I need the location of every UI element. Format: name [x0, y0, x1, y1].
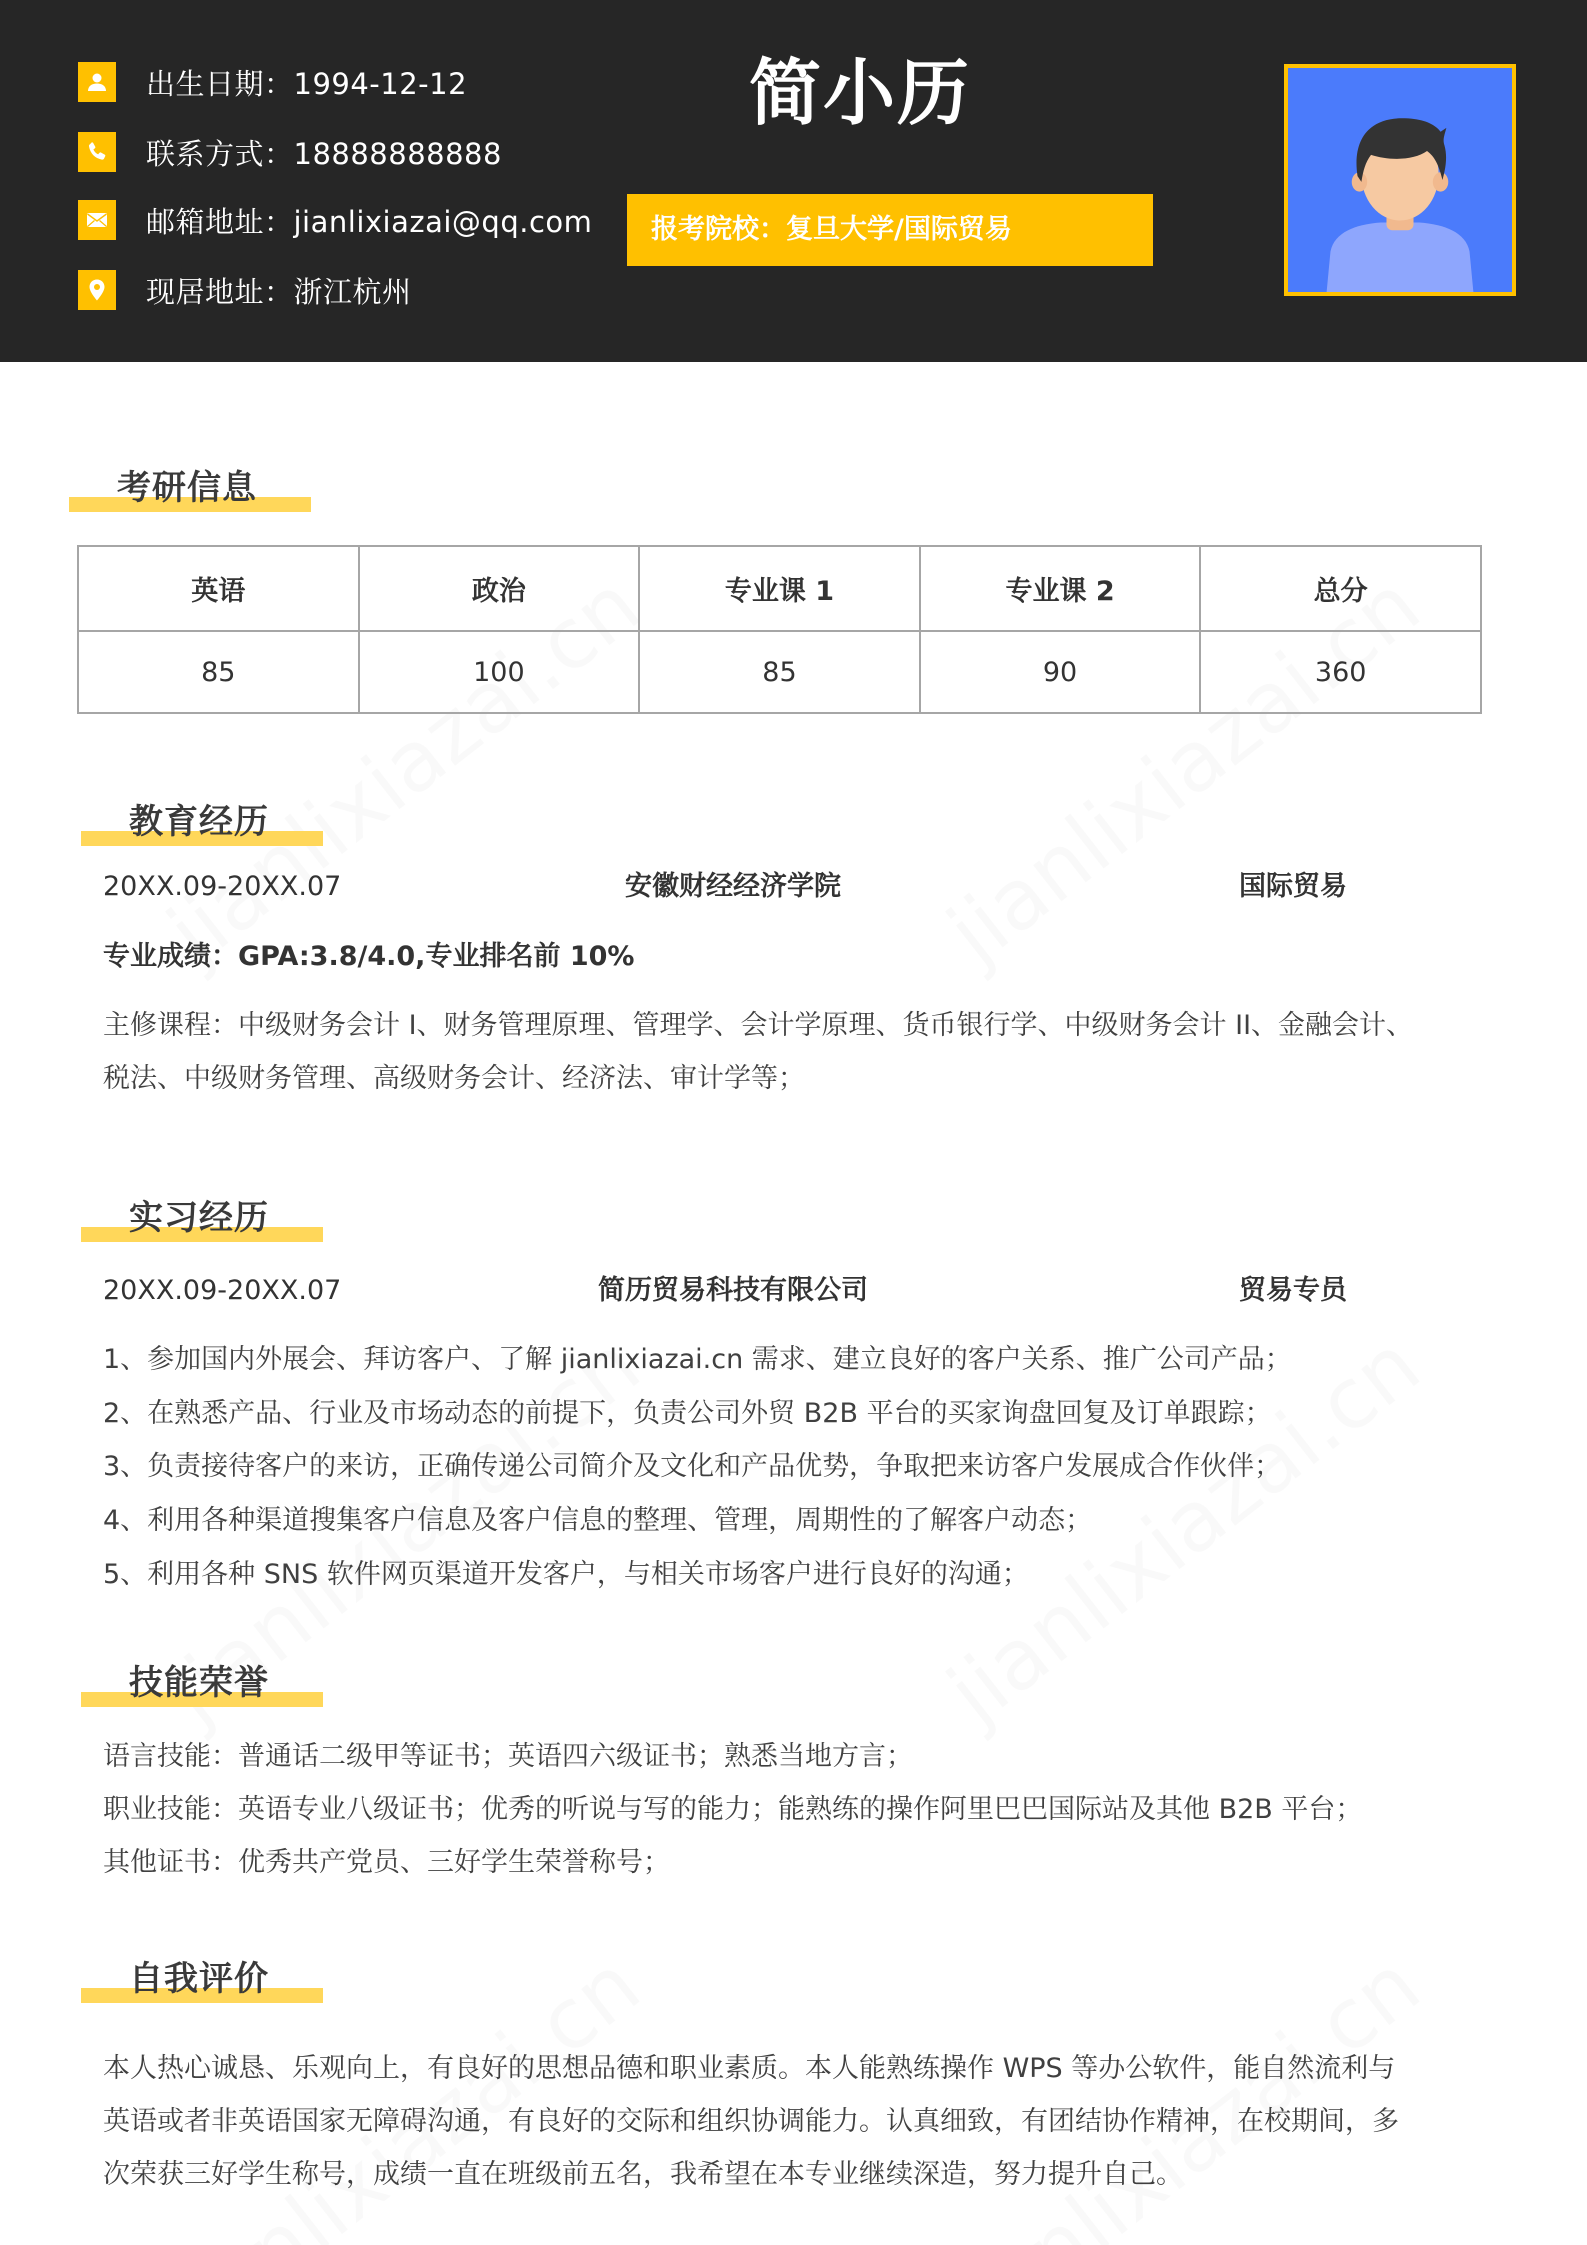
- section-heading-self-evaluation: [81, 1959, 341, 2003]
- job-role: 贸易专员: [1239, 1275, 1347, 1306]
- avatar-icon: [1288, 68, 1512, 292]
- list-item: 4、利用各种渠道搜集客户信息及客户信息的整理、管理，周期性的了解客户动态；: [103, 1505, 1093, 1536]
- table-header-cell: 专业课 2: [920, 546, 1201, 631]
- section-heading-exam: [69, 468, 329, 512]
- candidate-name: 简小历: [748, 51, 971, 135]
- section-heading-education: [81, 802, 341, 846]
- internship-entry: [103, 1271, 1363, 1311]
- internship-date: 20XX.09-20XX.07: [103, 1275, 342, 1306]
- section-title: 技能荣誉: [129, 1663, 269, 1703]
- phone-text: 联系方式：18888888888: [146, 136, 502, 171]
- company-name: 简历贸易科技有限公司: [598, 1275, 868, 1306]
- section-title: 实习经历: [129, 1198, 269, 1238]
- contact-phone: [78, 132, 502, 172]
- exam-score-table: [77, 545, 1482, 714]
- courses-text: 主修课程：中级财务会计 I、财务管理原理、管理学、会计学原理、货币银行学、中级财务会计 II、金融会计、: [103, 1010, 1414, 1041]
- table-header-cell: 政治: [359, 546, 640, 631]
- contact-birthdate: [78, 62, 467, 102]
- list-item: 2、在熟悉产品、行业及市场动态的前提下，负责公司外贸 B2B 平台的买家询盘回复及订单跟踪；: [103, 1398, 1272, 1429]
- person-icon: [78, 62, 116, 102]
- list-item: 其他证书：优秀共产党员、三好学生荣誉称号；: [103, 1847, 670, 1878]
- target-school-banner: 报考院校：复旦大学/国际贸易: [627, 194, 1153, 266]
- self-eval-text: 本人热心诚恳、乐观向上，有良好的思想品德和职业素质。本人能熟练操作 WPS 等办公软件，能自然流利与: [103, 2053, 1396, 2084]
- birthdate-text: 出生日期：1994-12-12: [146, 66, 468, 101]
- resume-header: [0, 0, 1587, 362]
- section-heading-internship: [81, 1198, 341, 1242]
- list-item: 5、利用各种 SNS 软件网页渠道开发客户，与相关市场客户进行良好的沟通；: [103, 1559, 1029, 1590]
- location-icon: [78, 270, 116, 310]
- profile-photo: [1284, 64, 1516, 296]
- list-item: 3、负责接待客户的来访，正确传递公司简介及文化和产品优势，争取把来访客户发展成合作伙伴；: [103, 1451, 1282, 1482]
- list-item: 语言技能：普通话二级甲等证书；英语四六级证书；熟悉当地方言；: [103, 1741, 913, 1772]
- contact-address: [78, 270, 412, 310]
- address-text: 现居地址：浙江杭州: [146, 274, 412, 309]
- mail-icon: [78, 200, 116, 240]
- section-title: 自我评价: [129, 1959, 269, 1999]
- score-cell: 85: [78, 631, 359, 713]
- table-header-cell: 总分: [1200, 546, 1481, 631]
- section-heading-skills: [81, 1663, 341, 1707]
- list-item: 职业技能：英语专业八级证书；优秀的听说与写的能力；能熟练的操作阿里巴巴国际站及其他 B2B 平台；: [103, 1794, 1363, 1825]
- table-header-cell: 英语: [78, 546, 359, 631]
- education-date: 20XX.09-20XX.07: [103, 871, 342, 902]
- self-eval-text: 英语或者非英语国家无障碍沟通，有良好的交际和组织协调能力。认真细致，有团结协作精神，在校期间，多: [103, 2106, 1399, 2137]
- courses-text: 税法、中级财务管理、高级财务会计、经济法、审计学等；: [103, 1063, 805, 1094]
- score-cell: 100: [359, 631, 640, 713]
- education-entry: [103, 867, 1363, 907]
- phone-icon: [78, 132, 116, 172]
- table-row: [78, 631, 1481, 713]
- major-name: 国际贸易: [1239, 871, 1347, 902]
- score-cell: 360: [1200, 631, 1481, 713]
- table-header-row: [78, 546, 1481, 631]
- score-cell: 90: [920, 631, 1201, 713]
- contact-email: [78, 200, 592, 240]
- watermark: [930, 1936, 1438, 2245]
- table-header-cell: 专业课 1: [639, 546, 920, 631]
- gpa-text: 专业成绩：GPA:3.8/4.0,专业排名前 10%: [103, 941, 635, 972]
- section-title: 考研信息: [117, 468, 257, 508]
- section-title: 教育经历: [129, 802, 269, 842]
- school-name: 安徽财经经济学院: [625, 871, 841, 902]
- score-cell: 85: [639, 631, 920, 713]
- list-item: 1、参加国内外展会、拜访客户、了解 jianlixiazai.cn 需求、建立良好的客户关系、推广公司产品；: [103, 1344, 1292, 1375]
- email-text: 邮箱地址：jianlixiazai@qq.com: [146, 204, 593, 239]
- self-eval-text: 次荣获三好学生称号，成绩一直在班级前五名，我希望在本专业继续深造，努力提升自己。: [103, 2159, 1183, 2190]
